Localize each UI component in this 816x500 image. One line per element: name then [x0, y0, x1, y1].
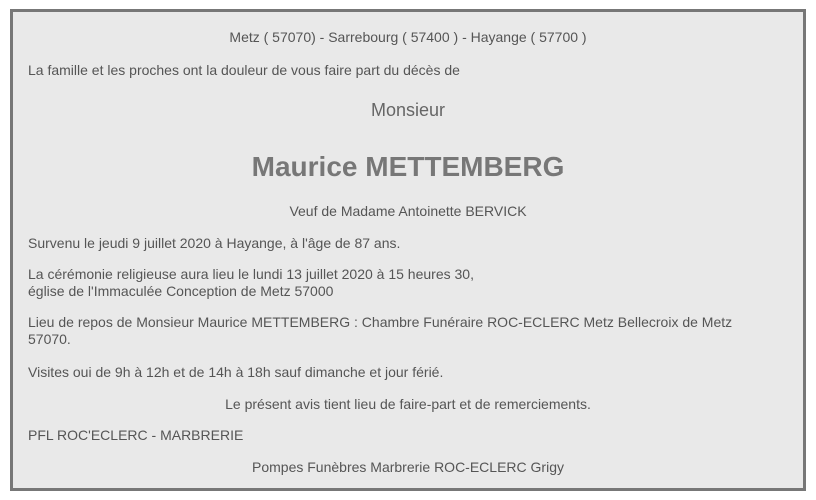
visits-text: Visites oui de 9h à 12h et de 14h à 18h sauf dimanche et jour férié.	[28, 364, 444, 380]
company-1: PFL ROC'ECLERC - MARBRERIE	[28, 427, 244, 443]
intro-text: La famille et les proches ont la douleur de vous faire part du décès de	[28, 62, 460, 78]
locations-header: Metz ( 57070) - Sarrebourg ( 57400 ) - Hayange ( 57700 )	[229, 29, 587, 45]
ceremony-line-2: église de l'Immaculée Conception de Metz 57000	[28, 283, 334, 299]
salutation: Monsieur	[370, 100, 446, 120]
company-2: Pompes Funèbres Marbrerie ROC-ECLERC Grigy	[252, 459, 564, 475]
widower-text: Veuf de Madame Antoinette BERVICK	[289, 203, 527, 219]
notice-statement: Le présent avis tient lieu de faire-part et de remerciements.	[225, 396, 591, 412]
rest-place-text: Lieu de repos de Monsieur Maurice METTEMBERG : Chambre Funéraire ROC-ECLERC Metz Bellecroix de Metz 57070.	[28, 314, 733, 347]
death-info: Survenu le jeudi 9 juillet 2020 à Hayange, à l'âge de 87 ans.	[28, 235, 401, 251]
ceremony-line-1: La cérémonie religieuse aura lieu le lundi 13 juillet 2020 à 15 heures 30,	[28, 266, 474, 282]
obituary-notice	[10, 9, 806, 491]
deceased-name: Maurice METTEMBERG	[251, 151, 565, 182]
